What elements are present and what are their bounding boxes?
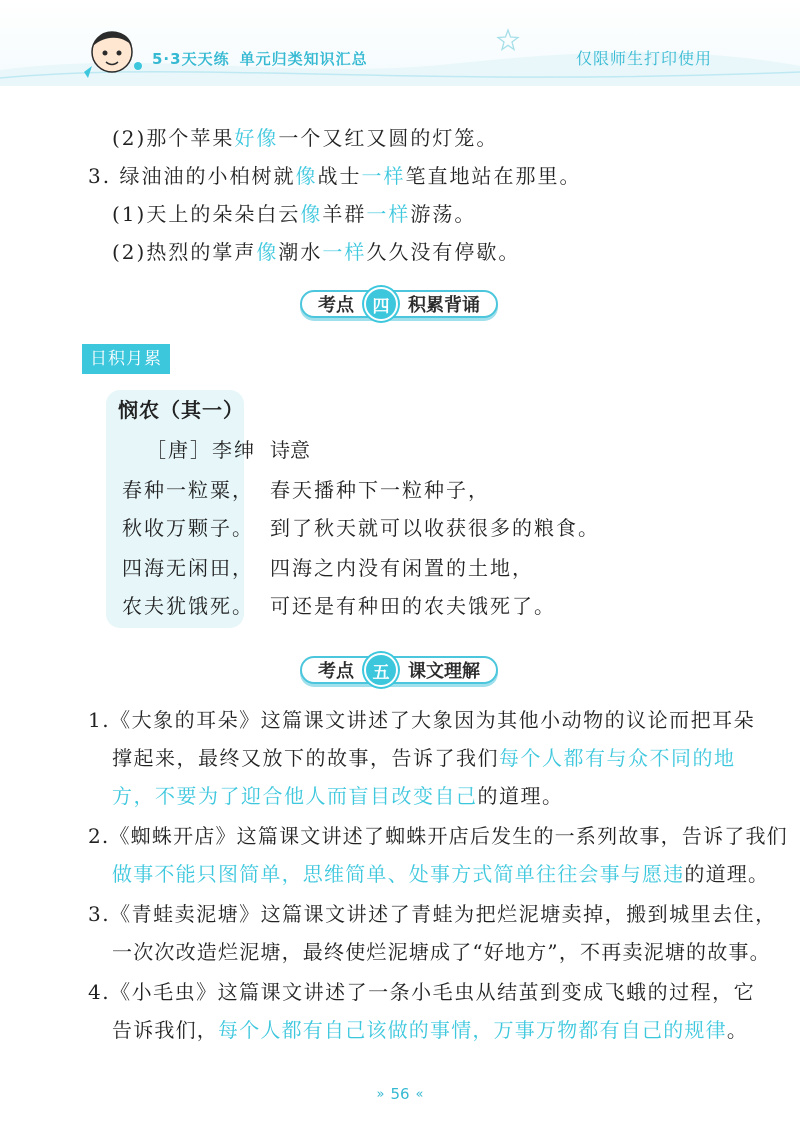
poem-meaning-line: 可还是有种田的农夫饿死了。	[270, 594, 556, 618]
highlight-phrase: 每个人都有与众不同的地	[499, 746, 736, 770]
poem-line: 农夫犹饿死。	[122, 594, 254, 618]
text-segment: 一个又红又圆的灯笼。	[278, 126, 499, 150]
text-segment: 久久没有停歇。	[366, 240, 521, 264]
section-title: 积累背诵	[408, 295, 480, 316]
lesson-2-line-1: 2.《蜘蛛开店》这篇课文讲述了蜘蛛开店后发生的一系列故事，告诉了我们	[88, 824, 788, 848]
poem-meaning-header: 诗意	[270, 438, 310, 462]
text-segment: 潮水	[278, 240, 323, 264]
highlight-word: 像	[256, 240, 279, 264]
poem-line: 秋收万颗子。	[122, 516, 254, 540]
highlight-word: 像	[295, 164, 318, 188]
simile-item-3	[88, 162, 581, 190]
text-segment: 3. 绿油油的小柏树就	[88, 164, 296, 188]
text-segment: 羊群	[322, 202, 367, 226]
text-segment: (1)天上的朵朵白云	[112, 202, 301, 226]
page-number-text: 56	[390, 1085, 410, 1103]
highlight-phrase: 做事不能只图简单，思维简单、处事方式简单往往会事与愿违	[112, 862, 685, 886]
section-header-4	[300, 286, 498, 322]
daily-accumulation-tag: 日积月累	[82, 344, 170, 374]
poem-meaning-line: 春天播种下一粒种子，	[270, 478, 490, 502]
series-name: 5·3天天练	[152, 50, 230, 68]
text-segment: 笔直地站在那里。	[405, 164, 582, 188]
highlight-word: 好像	[234, 126, 279, 150]
lesson-1-line-2	[112, 744, 736, 772]
text-segment: 。	[726, 1018, 749, 1042]
highlight-phrase: 方，不要为了迎合他人而盲目改变自己	[112, 784, 478, 808]
poem-meaning-line: 四海之内没有闲置的土地，	[270, 556, 534, 580]
double-arrow-right-icon: »	[376, 1086, 385, 1102]
poem-author: ［唐］李绅	[146, 438, 256, 462]
double-arrow-left-icon: «	[415, 1086, 424, 1102]
lesson-1-line-3	[112, 782, 564, 810]
section-prefix: 考点	[318, 295, 354, 316]
section-title: 课文理解	[408, 661, 480, 682]
text-segment: 告诉我们，	[112, 1018, 218, 1042]
text-segment: (2)那个苹果	[112, 126, 235, 150]
text-segment: 撑起来，最终又放下的故事，告诉了我们	[112, 746, 499, 770]
page-number	[346, 1082, 454, 1106]
section-header-5	[300, 652, 498, 688]
series-subtitle: 单元归类知识汇总	[239, 50, 368, 68]
lesson-3-line-2: 一次次改造烂泥塘，最终使烂泥塘成了“好地方”，不再卖泥塘的故事。	[112, 940, 771, 964]
highlight-phrase: 每个人都有自己该做的事情，万事万物都有自己的规律	[218, 1018, 727, 1042]
text-segment: 的道理。	[684, 862, 770, 886]
lesson-4-line-2	[112, 1016, 748, 1044]
simile-example-3-1	[112, 200, 476, 228]
section-number-badge: 五	[364, 653, 398, 687]
highlight-word: 一样	[322, 240, 367, 264]
star-icon	[496, 28, 520, 52]
page-header	[0, 0, 800, 84]
lesson-4-line-1: 4.《小毛虫》这篇课文讲述了一条小毛虫从结茧到变成飞蛾的过程，它	[88, 980, 756, 1004]
highlight-word: 一样	[361, 164, 406, 188]
poem-title: 悯农（其一）	[118, 398, 244, 422]
section-prefix: 考点	[318, 661, 354, 682]
poem-line: 春种一粒粟，	[122, 478, 254, 502]
series-title	[152, 48, 368, 69]
lesson-2-line-2	[112, 860, 769, 888]
text-segment: (2)热烈的掌声	[112, 240, 257, 264]
mascot-boy-icon	[78, 22, 148, 82]
text-segment: 的道理。	[477, 784, 564, 808]
simile-example-2-2	[112, 124, 498, 152]
lesson-3-line-1: 3.《青蛙卖泥塘》这篇课文讲述了青蛙为把烂泥塘卖掉，搬到城里去住，	[88, 902, 777, 926]
poem-line: 四海无闲田，	[122, 556, 254, 580]
poem-meaning-line: 到了秋天就可以收获很多的粮食。	[270, 516, 600, 540]
text-segment: 游荡。	[410, 202, 477, 226]
text-segment: 战士	[317, 164, 362, 188]
highlight-word: 像	[300, 202, 323, 226]
print-notice: 仅限师生打印使用	[575, 49, 712, 68]
section-number-badge: 四	[364, 287, 398, 321]
lesson-1-line-1: 1.《大象的耳朵》这篇课文讲述了大象因为其他小动物的议论而把耳朵	[88, 708, 756, 732]
simile-example-3-2	[112, 238, 520, 266]
highlight-word: 一样	[366, 202, 411, 226]
